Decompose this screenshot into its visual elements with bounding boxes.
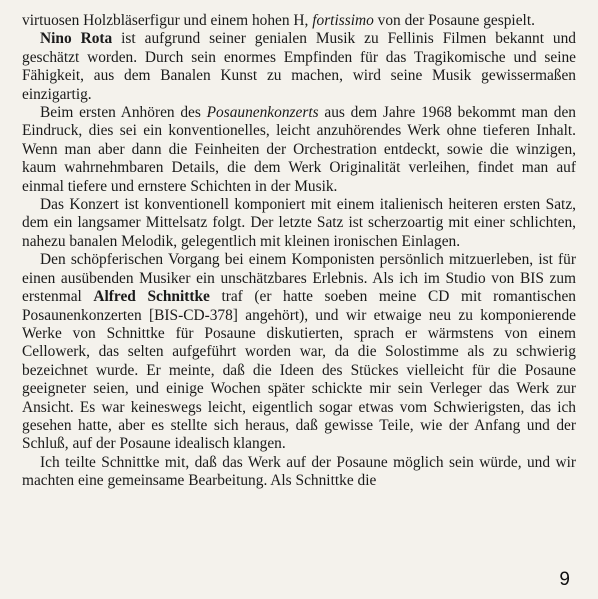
paragraph [22, 251, 576, 453]
italic-text: Posaunenkonzerts [206, 104, 319, 122]
bold-text: Nino Rota [40, 30, 113, 48]
bold-text: Alfred Schnittke [93, 288, 210, 306]
paragraph [22, 454, 576, 491]
paragraph [22, 30, 576, 104]
italic-text: fortissimo [312, 12, 374, 29]
text-run: Ich teilte Schnittke mit, daß das Werk auf der Posaune möglich sein würde, und wir machten eine gemeinsame Bearbeitung. Als Schnittke die [22, 453, 576, 490]
text-run: Das Konzert ist konventionell komponiert mit einem italienisch heiteren ersten Satz, dem ein langsamer Mittelsatz folgt. Der letzte Satz ist scherzoartig mit einer schlichten, nahezu banalen Melodik, gelegentlich mit kleinen ironischen Einlagen. [22, 196, 576, 250]
paragraph [22, 196, 576, 251]
paragraph [22, 104, 576, 196]
text-run: Den schöpferischen Vorgang bei einem Komponisten persönlich mitzuerleben, ist für einen ausübenden Musiker ein unschätzbares Erlebnis. Als ich im Studio von BIS zum erstenmal [22, 251, 576, 306]
paragraph [22, 12, 576, 30]
text-run: virtuosen Holzbläserfigur und einem hohen H, [22, 12, 313, 29]
text-run: traf (er hatte soeben meine CD mit romantischen Posaunenkonzerten [BIS-CD-378] angehört), und wir etwaige neu zu komponierende Werke von Schnittke für Posaune diskutierten, sprach er wärmstens von einem Cellowerk, das selten aufgeführt worden war, da die Solostimme als zu schwierig bezeichnet wurde. Er meinte, daß die Ideen des Stückes vielleicht für die Posaune geeigneter seien, und einige Wochen später schickte mir sein Verleger das Werk zur Ansicht. Es war keineswegs leicht, eigentlich sogar etwas vom Schwierigsten, das ich gesehen hatte, aber es stellte sich heraus, daß gewisse Teile, wie der Anfang und der Schluß, auf der Posaune idealisch klangen. [22, 288, 576, 453]
body-text [22, 12, 576, 491]
page-number: 9 [559, 569, 570, 590]
text-run: aus dem Jahre 1968 bekommt man den Eindruck, dies sei ein konventionelles, leicht anzuhörendes Werk ohne tieferen Inhalt. Wenn man aber dann die Feinheiten der Orchestration entdeckt, sowie die winzigen, kaum wahrnehmbaren Details, die dem Werk Originalität verleihen, findet man auf einmal tiefere und ernstere Schichten in der Musik. [22, 104, 576, 195]
text-run: von der Posaune gespielt. [373, 12, 535, 29]
text-run: ist aufgrund seiner genialen Musik zu Fellinis Filmen bekannt und geschätzt worden. Durch sein enormes Empfinden für das Tragikomische und seine Fähigkeit, aus dem Banalen Kunst zu machen, wird seine Musik gewissermaßen einzigartig. [22, 30, 577, 103]
text-run: Beim ersten Anhören des [40, 104, 207, 122]
